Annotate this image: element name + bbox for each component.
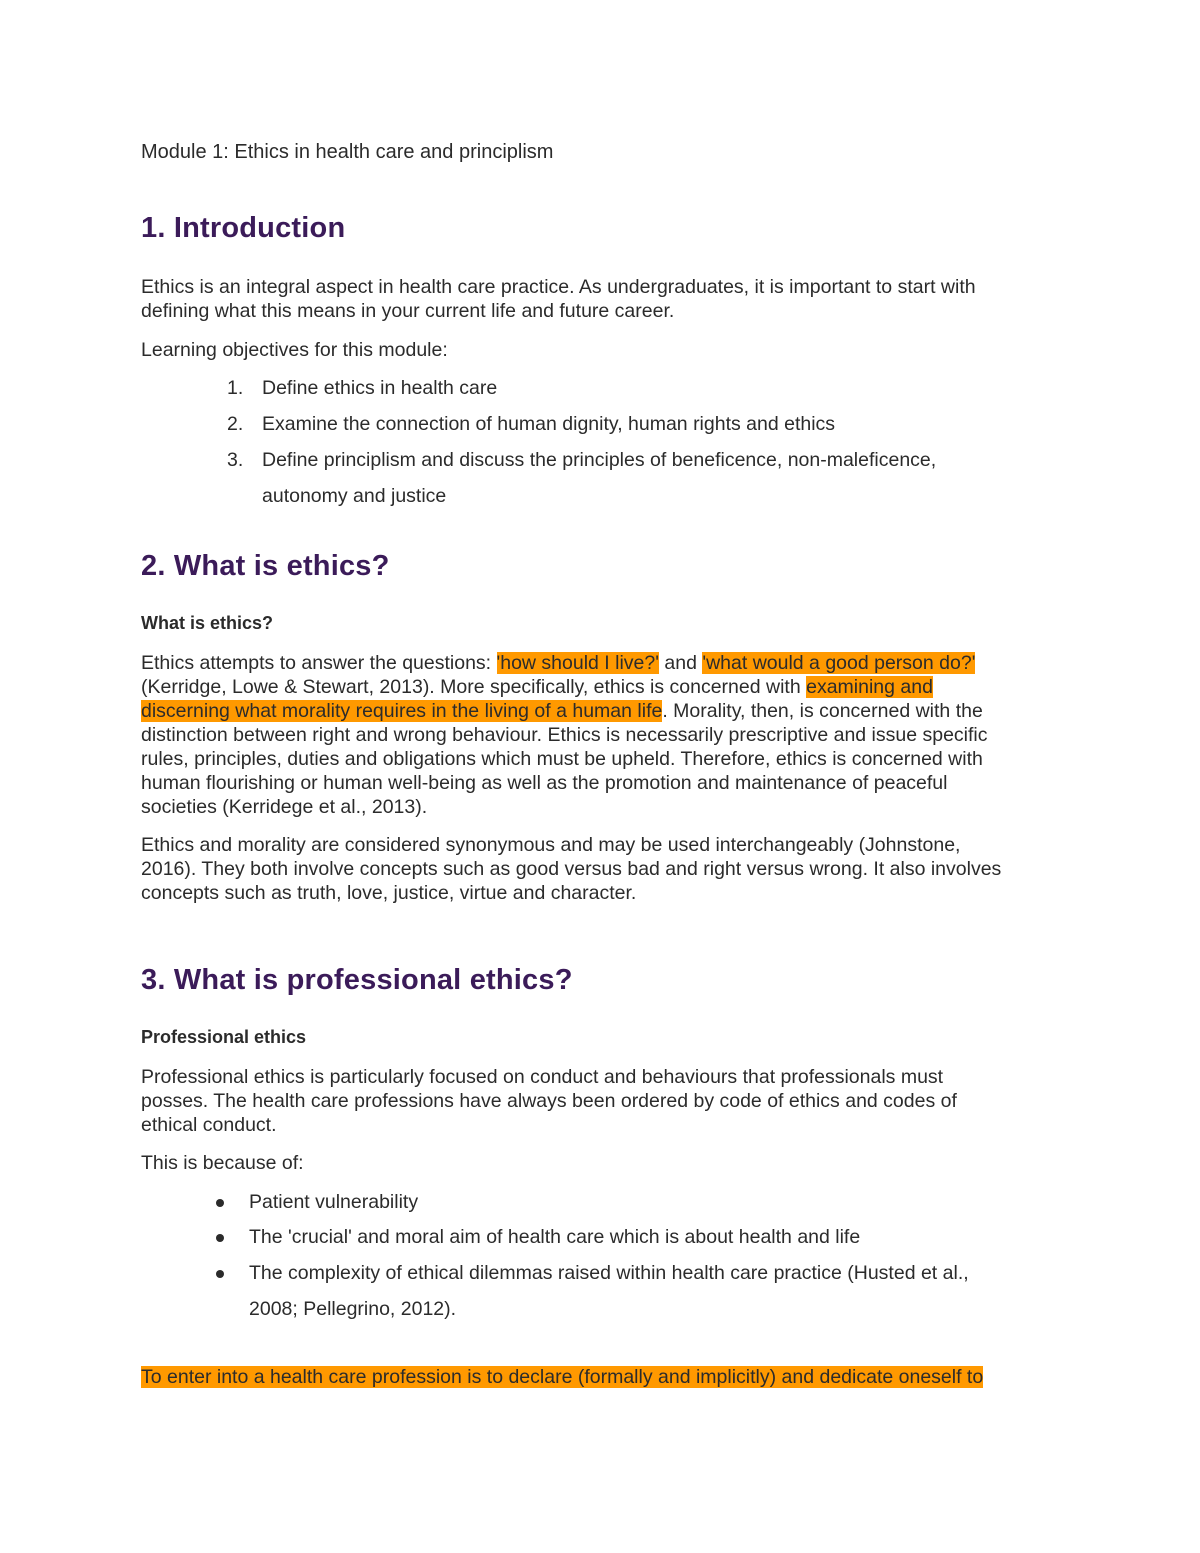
highlighted-text: To enter into a health care profession is to declare (formally and implicitly) and dedicate oneself to	[141, 1366, 984, 1388]
bullet-item	[141, 1226, 1061, 1250]
professional-paragraph-1	[141, 1065, 1061, 1137]
bullet-text: 2008; Pellegrino, 2012).	[249, 1298, 457, 1320]
text-run: (Kerridge, Lowe & Stewart, 2013). More specifically, ethics is concerned with	[141, 676, 807, 698]
highlighted-text: 'what would a good person do?'	[702, 652, 976, 674]
text-run: . Morality, then, is concerned with the	[662, 700, 983, 722]
list-item-text: autonomy and justice	[262, 485, 447, 507]
list-number: 2.	[227, 413, 244, 435]
text-line: Professional ethics is particularly focused on conduct and behaviours that professionals must	[141, 1066, 944, 1088]
highlighted-statement	[141, 1365, 983, 1389]
section-heading-professional-ethics: 3. What is professional ethics?	[141, 964, 573, 996]
subheading-what-is-ethics: What is ethics?	[141, 613, 274, 633]
bullet-icon	[216, 1199, 224, 1207]
list-number: 3.	[227, 449, 244, 471]
text-line	[141, 651, 1061, 675]
subheading-professional-ethics: Professional ethics	[141, 1027, 307, 1047]
list-item-text: Define principlism and discuss the principles of beneficence, non-maleficence,	[262, 449, 937, 471]
intro-paragraph	[141, 275, 1061, 323]
text-line: defining what this means in your current life and future career.	[141, 300, 675, 322]
list-item-text: Define ethics in health care	[262, 377, 498, 399]
bullet-item-continuation	[141, 1298, 1061, 1322]
text-line: ethical conduct.	[141, 1114, 277, 1136]
bullet-text: The complexity of ethical dilemmas raised within health care practice (Husted et al.,	[249, 1262, 969, 1284]
bullet-item	[141, 1191, 1061, 1215]
highlighted-text: 'how should I live?'	[496, 652, 659, 674]
text-line: societies (Kerridege et al., 2013).	[141, 796, 428, 818]
bullet-icon	[216, 1270, 224, 1278]
bullet-text: The 'crucial' and moral aim of health care which is about health and life	[249, 1226, 861, 1248]
text-line	[141, 699, 1061, 723]
bullet-icon	[216, 1234, 224, 1242]
text-run: Ethics attempts to answer the questions:	[141, 652, 497, 674]
section-heading-what-is-ethics: 2. What is ethics?	[141, 550, 390, 582]
highlighted-text: discerning what morality requires in the living of a human life	[141, 700, 663, 722]
text-run: and	[658, 652, 703, 674]
text-line: concepts such as truth, love, justice, virtue and character.	[141, 882, 637, 904]
because-label: This is because of:	[141, 1152, 304, 1174]
module-title: Module 1: Ethics in health care and principlism	[141, 141, 554, 163]
section-heading-introduction: 1. Introduction	[141, 212, 346, 244]
text-line	[141, 675, 1061, 699]
list-number: 1.	[227, 377, 244, 399]
text-line: rules, principles, duties and obligations which must be upheld. Therefore, ethics is concerned with	[141, 748, 983, 770]
list-item-text: Examine the connection of human dignity, human rights and ethics	[262, 413, 836, 435]
bullet-text: Patient vulnerability	[249, 1191, 419, 1213]
objectives-label: Learning objectives for this module:	[141, 339, 448, 361]
text-line: distinction between right and wrong behaviour. Ethics is necessarily prescriptive and issue specific	[141, 724, 988, 746]
text-line: Ethics is an integral aspect in health care practice. As undergraduates, it is important to start with	[141, 276, 976, 298]
text-line: posses. The health care professions have always been ordered by code of ethics and codes of	[141, 1090, 957, 1112]
ethics-paragraph-2	[141, 833, 1061, 905]
bullet-item	[141, 1262, 1061, 1286]
text-line: 2016). They both involve concepts such as good versus bad and right versus wrong. It also involves	[141, 858, 1002, 880]
text-line: human flourishing or human well-being as well as the promotion and maintenance of peaceful	[141, 772, 948, 794]
ethics-paragraph-1	[141, 651, 1061, 819]
text-line: Ethics and morality are considered synonymous and may be used interchangeably (Johnstone,	[141, 834, 961, 856]
highlighted-text: examining and	[806, 676, 933, 698]
